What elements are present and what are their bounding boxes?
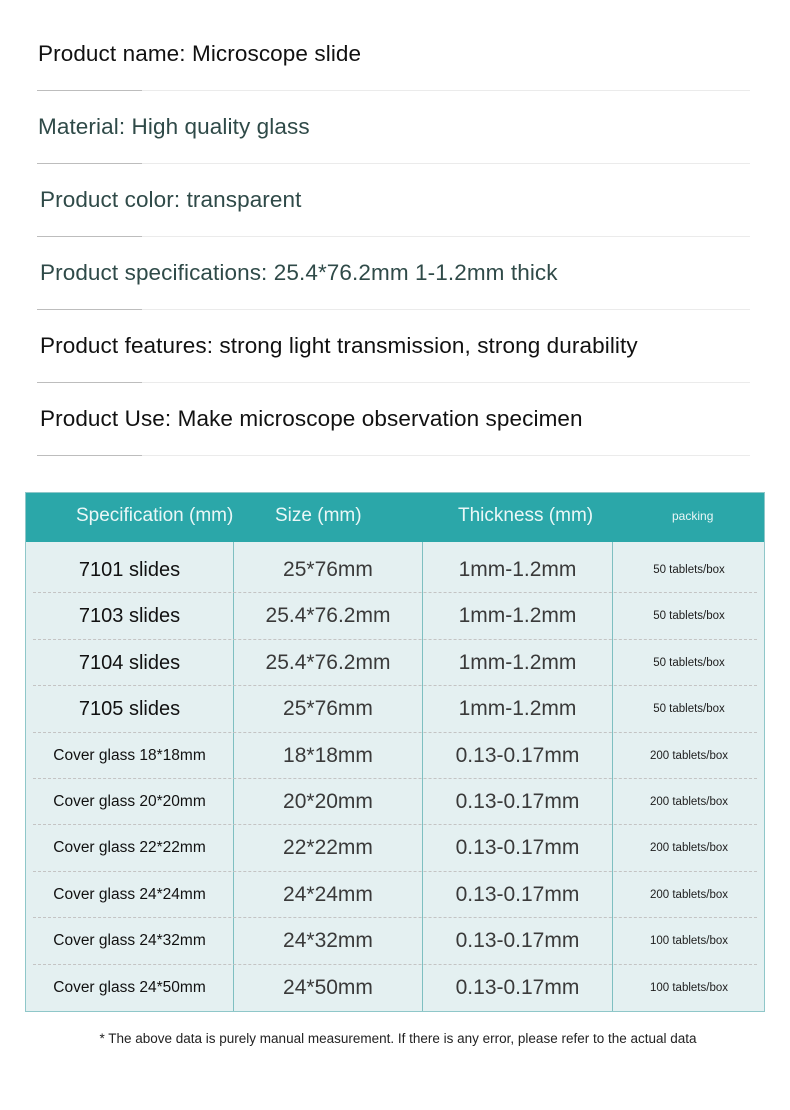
thickness-cell: 1mm-1.2mm [458,697,577,721]
table-body [26,547,764,1011]
spec-cell: Cover glass 22*22mm [53,839,206,857]
table-row [26,965,764,1011]
divider [37,455,750,456]
spec-cell: 7103 slides [78,605,181,628]
thickness-cell: 1mm-1.2mm [458,604,577,628]
table-header [26,493,764,542]
specifications-text: Product specifications: 25.4*76.2mm 1-1.2mm thick [40,260,558,285]
packing-cell: 200 tablets/box [649,888,728,901]
spec-cell: Cover glass 24*24mm [53,885,206,903]
spec-cell: 7105 slides [78,698,181,721]
header-specification: Specification (mm) [76,505,234,526]
thickness-cell: 1mm-1.2mm [458,650,577,674]
use-row [37,383,750,456]
use-text: Product Use: Make microscope observation specimen [40,406,583,431]
packing-cell: 50 tablets/box [653,656,725,669]
table-row [26,918,764,964]
table-row [26,825,764,871]
packing-cell: 200 tablets/box [649,749,728,762]
color-row [37,164,750,237]
packing-cell: 50 tablets/box [653,564,725,576]
size-cell: 24*24mm [283,882,373,906]
size-cell: 22*22mm [283,836,373,860]
features-text: Product features: strong light transmission, strong durability [40,333,638,358]
spec-cell: Cover glass 18*18mm [53,746,206,764]
product-info-list [37,18,750,456]
spec-cell: Cover glass 24*50mm [53,978,206,996]
header-packing: packing [672,509,714,523]
table-row [26,547,764,593]
size-cell: 25.4*76.2mm [265,650,391,674]
packing-cell: 100 tablets/box [649,981,728,994]
size-cell: 18*18mm [283,743,373,767]
table-row [26,686,764,732]
specifications-row [37,237,750,310]
thickness-cell: 0.13-0.17mm [455,929,580,953]
thickness-cell: 0.13-0.17mm [455,743,580,767]
packing-cell: 50 tablets/box [653,703,725,716]
packing-cell: 200 tablets/box [649,795,728,808]
table-row [26,779,764,825]
packing-cell: 50 tablets/box [653,610,725,623]
features-row [37,310,750,383]
product-name-row [37,18,750,91]
table-row [26,733,764,779]
packing-cell: 200 tablets/box [649,842,728,855]
color-text: Product color: transparent [40,187,302,212]
table-row [26,640,764,686]
thickness-cell: 0.13-0.17mm [455,836,580,860]
spec-cell: 7104 slides [78,651,181,674]
packing-cell: 100 tablets/box [649,935,728,948]
table-row [26,593,764,639]
footnote: * The above data is purely manual measurement. If there is any error, please refer to the actual data [99,1031,697,1046]
header-thickness: Thickness (mm) [458,505,594,526]
spec-cell: 7101 slides [78,559,181,581]
table-row [26,872,764,918]
spec-cell: Cover glass 24*32mm [53,932,206,950]
size-cell: 20*20mm [283,789,373,813]
thickness-cell: 1mm-1.2mm [458,558,577,581]
spec-cell: Cover glass 20*20mm [53,792,206,810]
size-cell: 25*76mm [283,697,373,721]
size-cell: 25*76mm [283,558,373,581]
header-size: Size (mm) [275,505,362,526]
size-cell: 24*50mm [283,975,373,999]
thickness-cell: 0.13-0.17mm [455,975,580,999]
size-cell: 25.4*76.2mm [265,604,391,628]
thickness-cell: 0.13-0.17mm [455,882,580,906]
thickness-cell: 0.13-0.17mm [455,789,580,813]
material-row [37,91,750,164]
spec-table [25,492,765,1012]
size-cell: 24*32mm [283,929,373,953]
material-text: Material: High quality glass [38,114,310,139]
product-name-text: Product name: Microscope slide [38,41,362,66]
